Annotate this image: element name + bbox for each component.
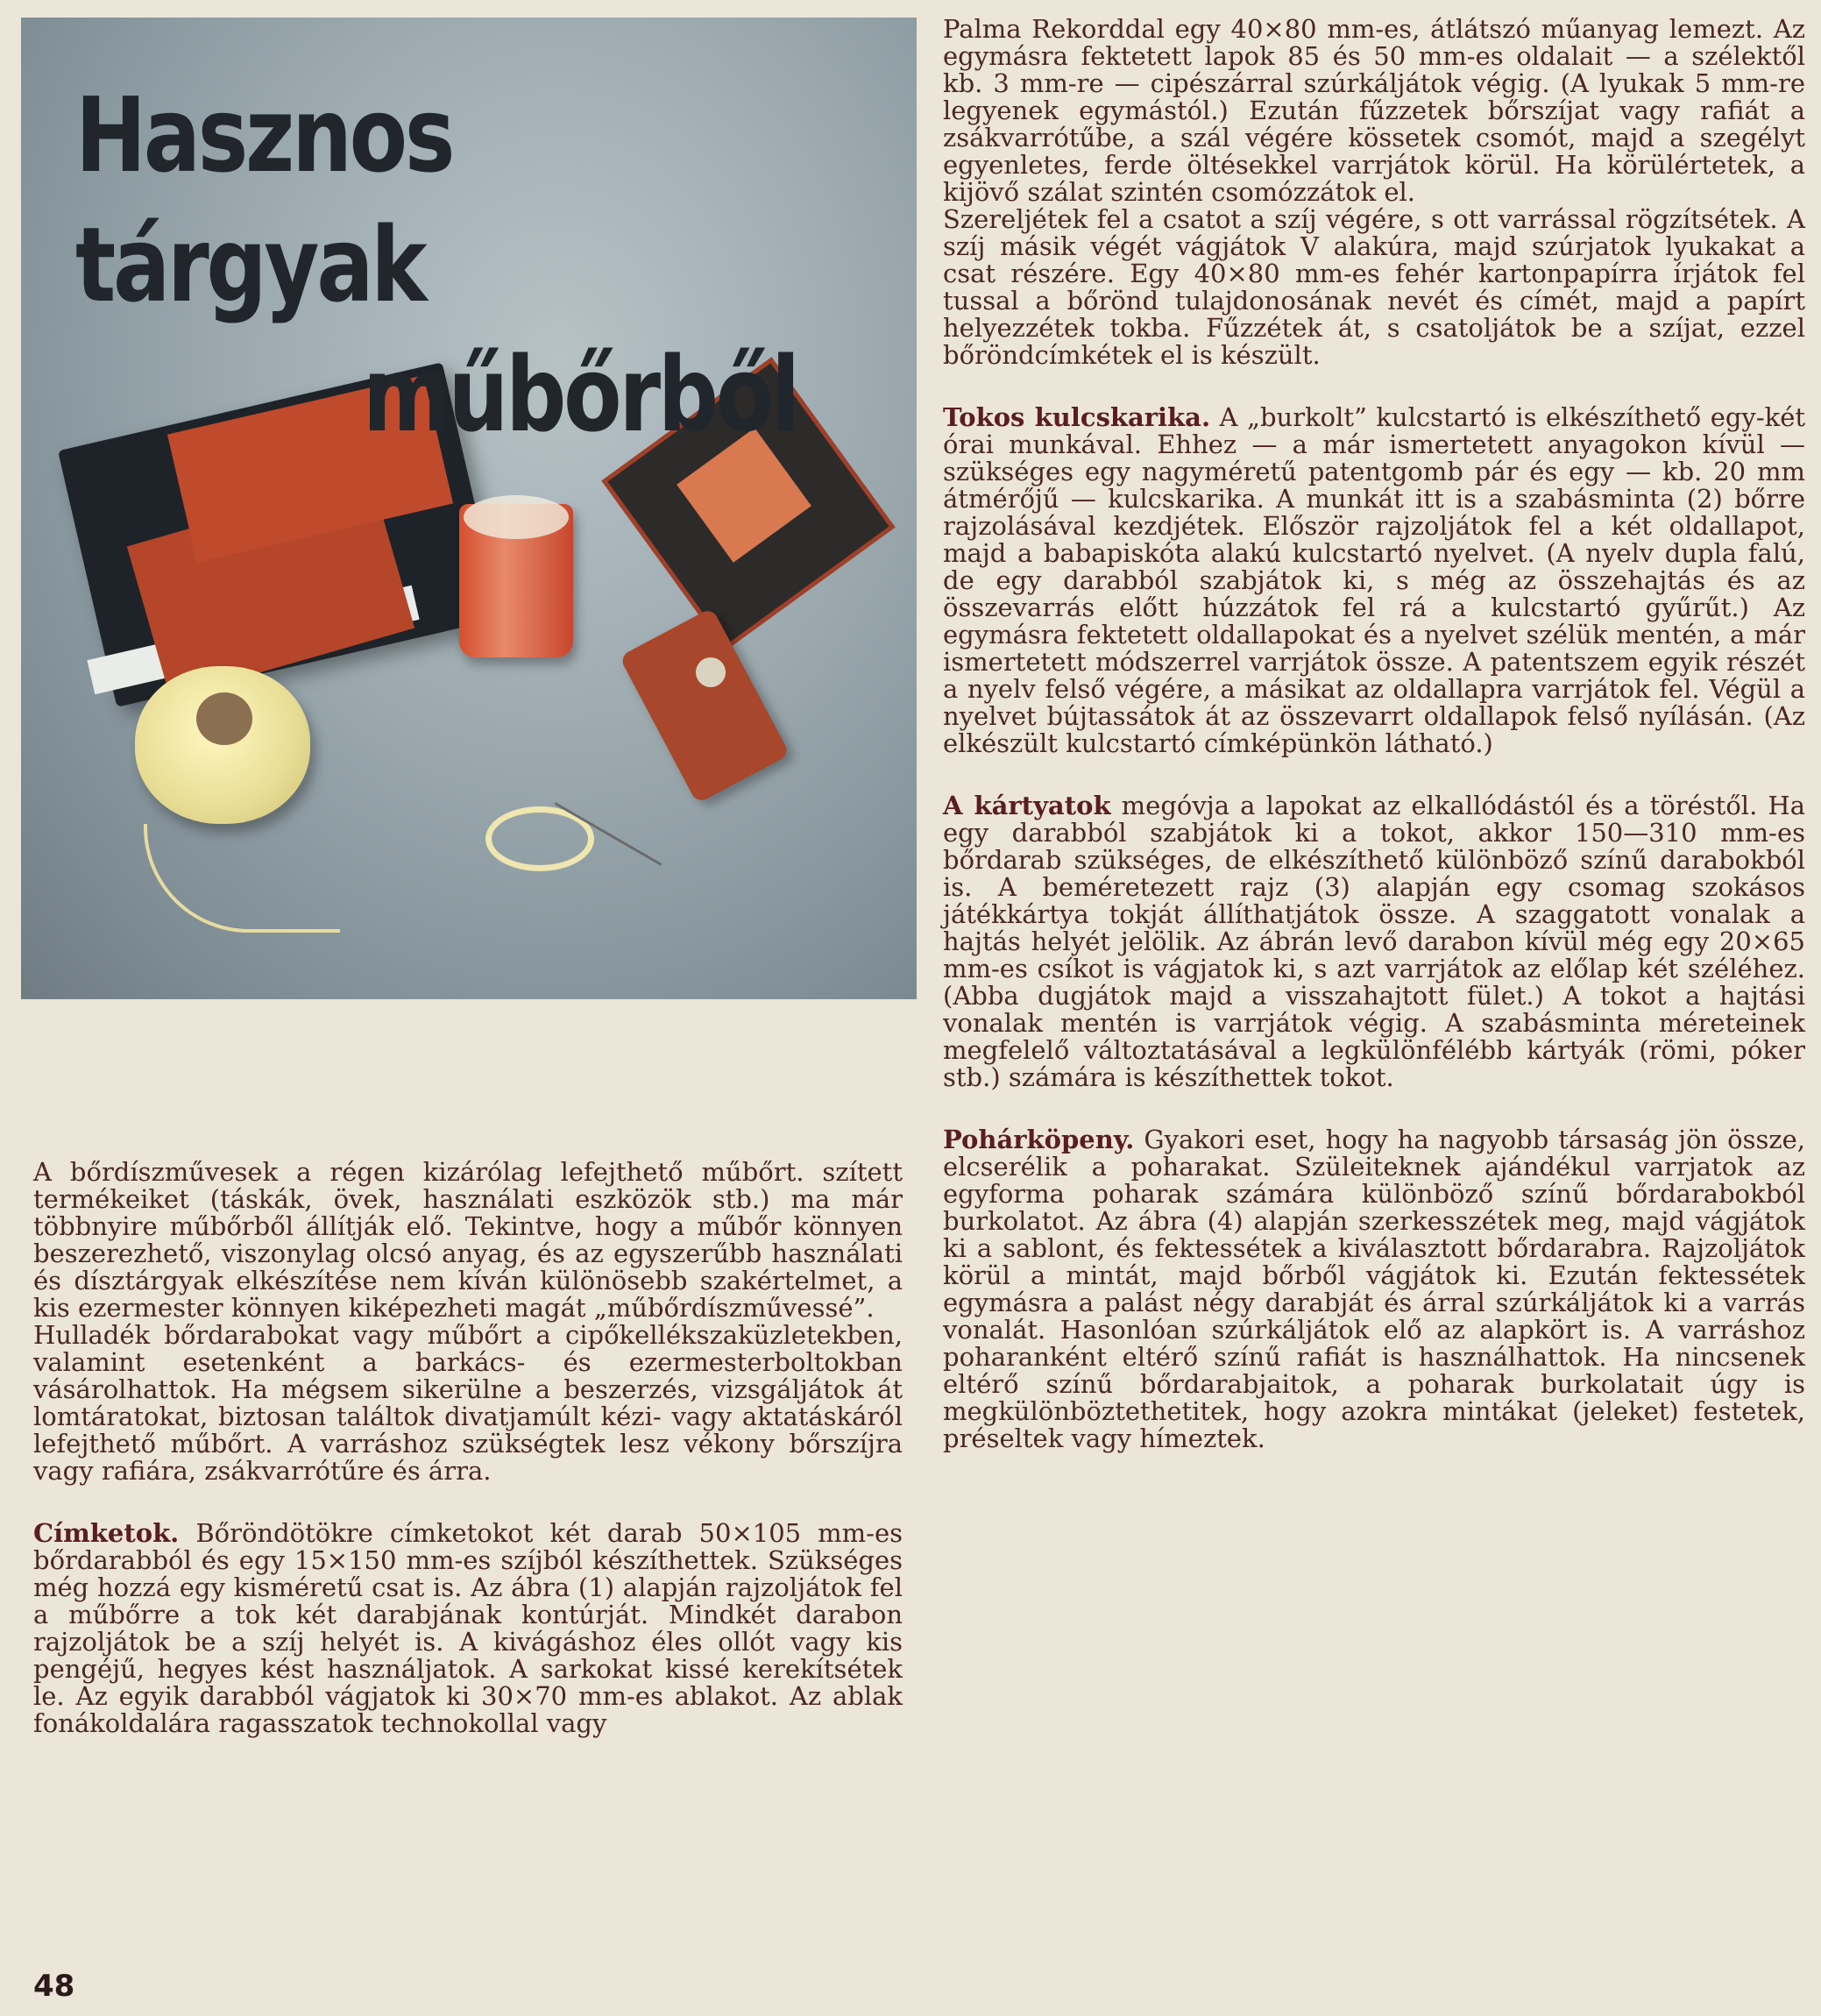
paragraph-text: megóvja a lapokat az elkallódástól és a töréstől. Ha egy darabból szabjátok ki a tokot, akkor 150—310 mm-es bőrdarab szükséges, de elkészíthető különböző színű darabokból is. A beméretezett rajz (3) alapján egy csomag szokásos játékkártya tokját állíthatjátok össze. A szaggatott vonalak a hajtás helyét jelölik. Az ábrán levő darabon kívül még egy 20×65 mm-es csíkot is vágjatok ki, s azt varrjátok az előlap két széléhez. (Abba dugjátok majd a visszahajtott fület.) A tokot a hajtási vonalak mentén is varrjátok végig. A szabásminta méreteinek megfelelő változtatásával a legkülönfélébb kártyák (römi, póker stb.) számára is készíthettek tokot. bbox=[943, 791, 1805, 1092]
title-photo bbox=[21, 18, 917, 999]
paragraph-text: A „burkolt” kulcstartó is elkészíthető egy-két órai munkával. Ehhez — a már ismertetett anyagokon kívül — szükséges egy nagyméretű patentgomb pár és egy — kb. 20 mm átmérőjű — kulcskarika. A munkát itt is a szabásminta (2) bőrre rajzolásával kezdjétek. Először rajzoljátok fel a két oldallapot, majd a babapiskóta alakú kulcstartó nyelvet. (A nyelv dupla falú, de egy darabból szabjátok ki, s még az összehajtás és az összevarrás előtt húzzátok fel rá a kulcstartó gyűrűt.) Az egymásra fektetett oldallapokat és a nyelvet szélük mentén, a már ismertetett módszerrel varrjátok össze. A patentszem egyik részét a nyelv felső végére, a másikat az oldallapra varrjátok fel. Végül a nyelvet bújtassátok át az összevarrt oldallapok felső nyílásán. (Az elkészült kulcstartó címképünkön látható.) bbox=[943, 402, 1806, 758]
section-heading: Tokos kulcskarika. bbox=[943, 402, 1211, 432]
yarn-spool-image bbox=[135, 666, 310, 824]
section-glass-cover bbox=[943, 1126, 1805, 1452]
section-label-case bbox=[33, 1520, 903, 1737]
paragraph: Palma Rekorddal egy 40×80 mm-es, átlátszó műanyag lemezt. Az egymásra fektetett lapok 85 és 50 mm-es oldalait — a szélektől kb. 3 mm-re — cipészárral szúrkáljátok végig. (A lyukak 5 mm-re legyenek egymástól.) Ezután fűzzetek bőrszíjat vagy rafiát a zsákvarrótűbe, a szál végére kössetek csomót, majd a szegélyt egyenletes, ferde öltésekkel varrjátok körül. Ha körülértetek, a kijövő szálat szintén csomózzátok el. bbox=[943, 14, 1805, 207]
page-number: 48 bbox=[33, 1969, 75, 2004]
paragraph: Hulladék bőrdarabokat vagy műbőrt a cipőkellékszaküzletekben, valamint esetenként a barkács- és ezermesterboltokban vásárolhattok. Ha mégsem sikerülne a beszerzés, vizsgáljátok át lomtáratokat, biztosan találtok divatjamúlt kézi- vagy aktatáskáról lefejthető műbőrt. A varráshoz szükségtek lesz vékony bőrszíjra vagy rafiára, zsákvarrótűre és árra. bbox=[33, 1320, 903, 1486]
section-heading: Címketok. bbox=[33, 1518, 180, 1548]
paragraph: Szereljétek fel a csatot a szíj végére, s ott varrással rögzítsétek. A szíj másik végét vágjátok V alakúra, majd szúrjatok lyukakat a csat részére. Egy 40×80 mm-es fehér kartonpapírra írjátok fel tussal a bőrönd tulajdonosának nevét és címét, majd a papírt helyezzétek tokba. Fűzzétek át, s csatoljátok be a szíjat, ezzel bőröndcímkétek el is készült. bbox=[943, 204, 1805, 370]
title-line-1: Hasznos tárgyak bbox=[75, 75, 453, 325]
title-line-2: műbőrből bbox=[363, 334, 797, 455]
section-heading: A kártyatok bbox=[943, 791, 1111, 820]
key-case-image bbox=[619, 607, 790, 804]
yarn-hole-image bbox=[196, 692, 252, 745]
snap-button-image bbox=[696, 657, 726, 687]
right-column bbox=[943, 16, 1805, 1452]
thread-image bbox=[144, 824, 340, 933]
glass-rim-image bbox=[464, 495, 569, 539]
section-heading: Pohárköpeny. bbox=[943, 1125, 1135, 1154]
paragraph-text: Gyakori eset, hogy ha nagyobb társaság jön össze, elcserélik a poharakat. Szüleiteknek ajándékul varrjatok az egyforma poharak számára különböző színű bőrdarabokból burkolatot. Az ábra (4) alapján szerkesszétek meg, majd vágjátok ki a sablont, és fektessétek a kiválasztott bőrdarabra. Rajzoljátok körül a mintát, majd bőrből vágjátok ki. Ezután fektessétek egymásra a palást négy darabját és árral szúrkáljátok ki a varrás vonalát. Hasonlóan szúrkáljátok elő az alapkört is. A varráshoz poharanként eltérő színű rafiát is használhattok. Ha nincsenek eltérő színű bőrdarabjaitok, a poharak burkolatait úgy is megkülönböztethetitek, hogy azokra mintákat (jeleket) festetek, préseltek vagy hímeztek. bbox=[943, 1125, 1805, 1453]
paragraph-text: Bőröndötökre címketokot két darab 50×105 mm-es bőrdarabból és egy 15×150 mm-es szíjból készíthettek. Szükséges még hozzá egy kisméretű csat is. Az ábra (1) alapján rajzoljátok fel a műbőrre a tok két darabjának kontúrját. Mindkét darabon rajzoljátok be a szíj helyét is. A kivágáshoz éles ollót vagy kis pengéjű, hegyes kést használjatok. A sarkokat kissé kerekítsétek le. Az egyik darabból vágjatok ki 30×70 mm-es ablakot. Az ablak fonákoldalára ragasszatok technokollal vagy bbox=[33, 1518, 903, 1738]
section-card-case bbox=[943, 792, 1805, 1091]
left-column bbox=[33, 1159, 903, 1737]
section-key-ring bbox=[943, 404, 1805, 757]
article-title bbox=[75, 70, 797, 459]
paragraph: A bőrdíszművesek a régen kizárólag lefejthető műbőrt. szített termékeiket (táskák, övek, használati eszközök stb.) ma már többnyire műbőrből állítják elő. Tekintve, hogy a műbőr könnyen beszerezhető, viszonylag olcsó anyag, és az egyszerűbb használati és dísztárgyak elkészítése nem kíván különösebb szakértelmet, a kis ezermester könnyen kiképezheti magát „műbőrdíszművessé”. bbox=[33, 1157, 903, 1323]
